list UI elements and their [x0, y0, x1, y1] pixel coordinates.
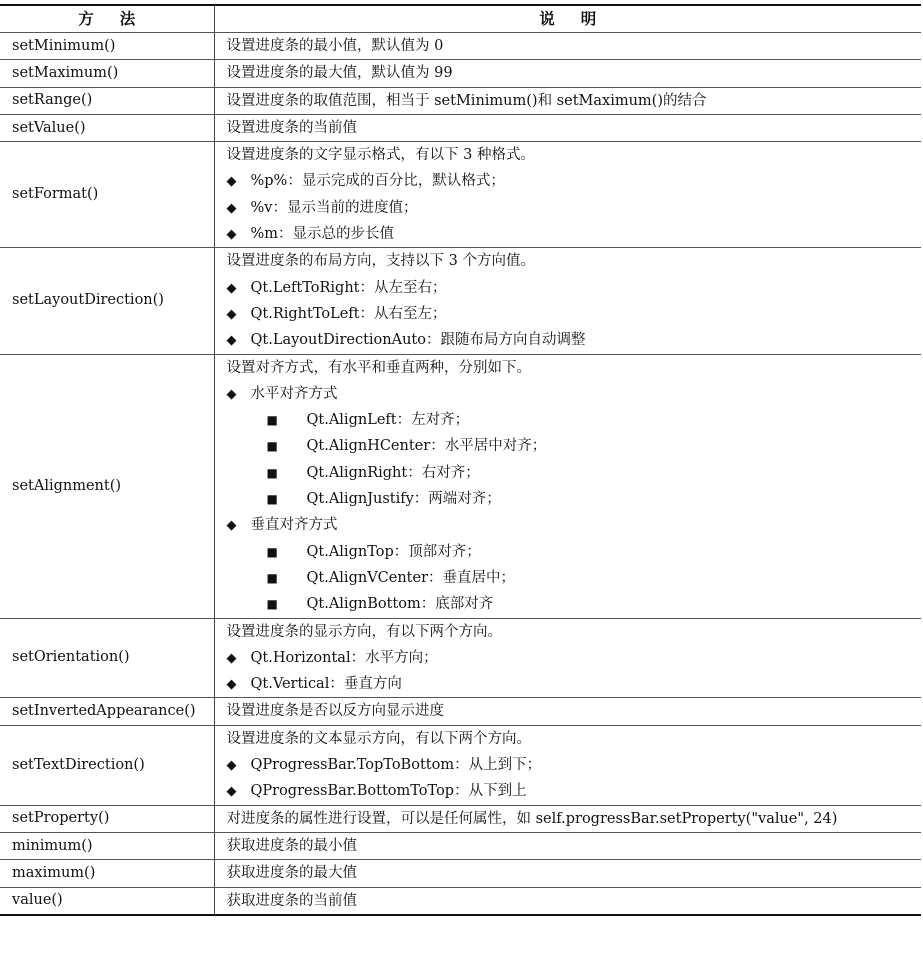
diamond-bullet-icon: ◆ — [226, 650, 237, 666]
description-text: Qt.AlignHCenter：水平居中对齐； — [306, 438, 547, 455]
description-text: Qt.AlignLeft：左对齐； — [306, 412, 470, 429]
square-bullet-icon: ■ — [266, 544, 278, 559]
description-line — [227, 115, 922, 141]
description-text: 设置进度条的布局方向，支持以下 3 个方向值。 — [226, 253, 535, 270]
method-description — [214, 805, 921, 832]
description-line — [227, 60, 922, 86]
description-line — [227, 327, 922, 353]
description-text: 对进度条的属性进行设置，可以是任何属性，如 self.progressBar.setProperty("value", 24) — [226, 810, 838, 827]
method-name: setProperty() — [0, 805, 214, 832]
method-description — [214, 248, 921, 354]
method-name: setFormat() — [0, 142, 214, 248]
description-text: Qt.AlignRight：右对齐； — [306, 464, 480, 481]
description-text: 设置进度条的文字显示格式，有以下 3 种格式。 — [226, 147, 535, 164]
header-method: 方法 — [0, 5, 214, 33]
square-bullet-icon: ■ — [266, 413, 278, 428]
method-name: setMinimum() — [0, 33, 214, 60]
method-name: setMaximum() — [0, 60, 214, 87]
description-line — [227, 301, 922, 327]
description-text: QProgressBar.BottomToTop：从下到上 — [250, 783, 527, 800]
description-line — [227, 33, 922, 59]
table-row — [0, 698, 921, 725]
table-row — [0, 832, 921, 859]
square-bullet-icon: ■ — [266, 439, 278, 454]
table-row — [0, 618, 921, 698]
method-description — [214, 618, 921, 698]
method-description — [214, 60, 921, 87]
description-line — [227, 806, 922, 832]
table-row — [0, 60, 921, 87]
square-bullet-icon: ■ — [266, 570, 278, 585]
description-text: Qt.Vertical：垂直方向 — [250, 676, 402, 693]
description-line — [227, 195, 922, 221]
method-description — [214, 887, 921, 915]
description-text: 垂直对齐方式 — [250, 517, 338, 534]
method-name: setOrientation() — [0, 618, 214, 698]
description-text: Qt.AlignVCenter：垂直居中； — [306, 569, 516, 586]
method-description — [214, 33, 921, 60]
description-line — [227, 407, 922, 433]
description-text: 设置进度条的取值范围，相当于 setMinimum()和 setMaximum()的结合 — [226, 92, 707, 109]
method-name: setRange() — [0, 87, 214, 114]
method-description — [214, 698, 921, 725]
method-name: maximum() — [0, 860, 214, 887]
table-row — [0, 142, 921, 248]
method-name: setLayoutDirection() — [0, 248, 214, 354]
header-description: 说明 — [214, 5, 921, 33]
square-bullet-icon: ■ — [266, 465, 278, 480]
method-description — [214, 354, 921, 618]
description-text: 水平对齐方式 — [250, 385, 338, 402]
description-text: 获取进度条的最小值 — [226, 837, 357, 854]
description-text: Qt.AlignTop：顶部对齐； — [306, 543, 481, 560]
description-line — [227, 355, 922, 381]
table-row — [0, 887, 921, 915]
description-text: 设置进度条的显示方向，有以下两个方向。 — [226, 623, 502, 640]
diamond-bullet-icon: ◆ — [226, 280, 237, 296]
description-line — [227, 460, 922, 486]
description-line — [227, 539, 922, 565]
table-row — [0, 33, 921, 60]
method-name: value() — [0, 887, 214, 915]
description-text: Qt.Horizontal：水平方向； — [250, 649, 438, 666]
description-line — [227, 433, 922, 459]
description-line — [227, 752, 922, 778]
description-line — [227, 88, 922, 114]
method-description — [214, 860, 921, 887]
description-text: Qt.LayoutDirectionAuto：跟随布局方向自动调整 — [250, 332, 586, 349]
description-line — [227, 833, 922, 859]
description-text: QProgressBar.TopToBottom：从上到下； — [250, 757, 542, 774]
table-row — [0, 248, 921, 354]
method-name: setTextDirection() — [0, 725, 214, 805]
description-line — [227, 381, 922, 407]
description-text: Qt.LeftToRight：从左至右； — [250, 279, 447, 296]
description-text: 设置进度条的文本显示方向，有以下两个方向。 — [226, 730, 531, 747]
description-text: 获取进度条的最大值 — [226, 865, 357, 882]
method-description — [214, 142, 921, 248]
description-line — [227, 591, 922, 617]
table-row — [0, 87, 921, 114]
description-line — [227, 726, 922, 752]
method-name: setValue() — [0, 114, 214, 141]
table-row — [0, 725, 921, 805]
description-line — [227, 698, 922, 724]
description-text: 设置进度条是否以反方向显示进度 — [226, 703, 444, 720]
diamond-bullet-icon: ◆ — [226, 518, 237, 534]
method-description — [214, 832, 921, 859]
table-row — [0, 114, 921, 141]
description-text: Qt.AlignBottom：底部对齐 — [306, 596, 494, 613]
description-line — [227, 619, 922, 645]
description-line — [227, 248, 922, 274]
description-line — [227, 486, 922, 512]
description-line — [227, 512, 922, 538]
method-name: setInvertedAppearance() — [0, 698, 214, 725]
square-bullet-icon: ■ — [266, 492, 278, 507]
description-text: 设置对齐方式，有水平和垂直两种，分别如下。 — [226, 359, 531, 376]
description-line — [227, 778, 922, 804]
description-line — [227, 645, 922, 671]
description-line — [227, 860, 922, 886]
method-description — [214, 114, 921, 141]
method-table — [0, 4, 921, 916]
diamond-bullet-icon: ◆ — [226, 677, 237, 693]
table-row — [0, 860, 921, 887]
description-line — [227, 671, 922, 697]
description-text: %p%：显示完成的百分比，默认格式； — [250, 173, 505, 190]
table-header-row — [0, 5, 921, 33]
description-text: Qt.AlignJustify：两端对齐； — [306, 491, 501, 508]
description-text: 获取进度条的当前值 — [226, 892, 357, 909]
method-description — [214, 725, 921, 805]
description-text: 设置进度条的当前值 — [226, 119, 357, 136]
square-bullet-icon: ■ — [266, 597, 278, 612]
description-line — [227, 275, 922, 301]
description-line — [227, 888, 922, 914]
description-line — [227, 221, 922, 247]
description-text: %v：显示当前的进度值； — [250, 199, 418, 216]
table-row — [0, 805, 921, 832]
diamond-bullet-icon: ◆ — [226, 784, 237, 800]
diamond-bullet-icon: ◆ — [226, 227, 237, 243]
method-name: minimum() — [0, 832, 214, 859]
description-text: 设置进度条的最大值，默认值为 99 — [226, 65, 453, 82]
diamond-bullet-icon: ◆ — [226, 200, 237, 216]
diamond-bullet-icon: ◆ — [226, 306, 237, 322]
description-text: %m：显示总的步长值 — [250, 226, 395, 243]
method-description — [214, 87, 921, 114]
diamond-bullet-icon: ◆ — [226, 758, 237, 774]
description-line — [227, 565, 922, 591]
description-line — [227, 168, 922, 194]
diamond-bullet-icon: ◆ — [226, 386, 237, 402]
table-row — [0, 354, 921, 618]
description-text: 设置进度条的最小值，默认值为 0 — [226, 38, 444, 54]
description-line — [227, 142, 922, 168]
description-text: Qt.RightToLeft：从右至左； — [250, 305, 447, 322]
diamond-bullet-icon: ◆ — [226, 333, 237, 349]
table-body — [0, 33, 921, 915]
diamond-bullet-icon: ◆ — [226, 174, 237, 190]
method-name: setAlignment() — [0, 354, 214, 618]
